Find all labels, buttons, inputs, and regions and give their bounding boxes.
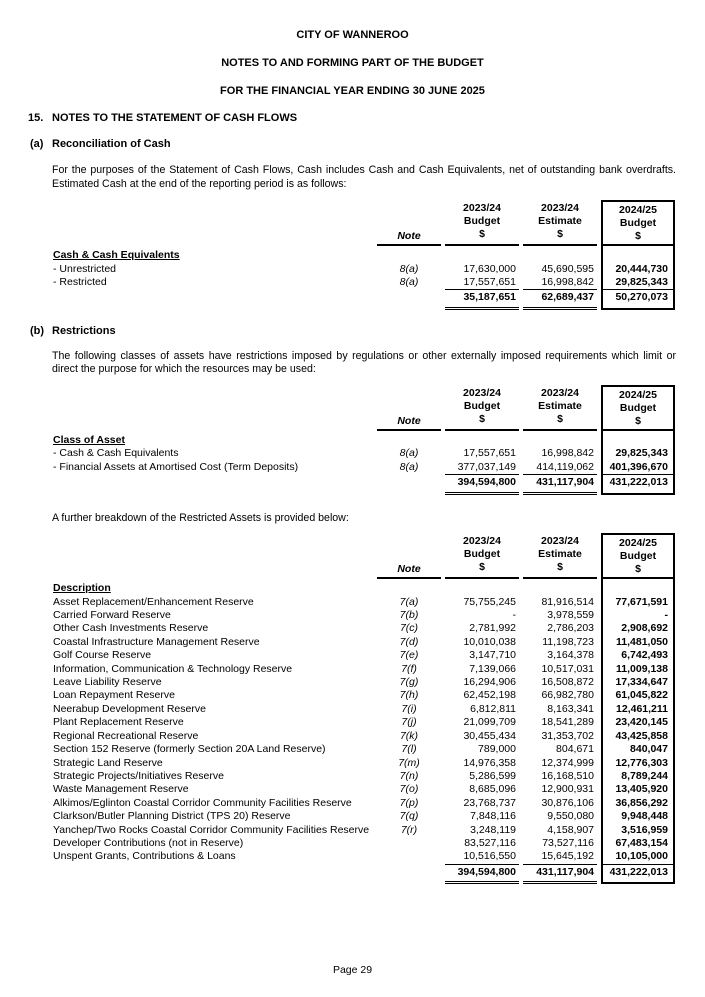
row-note-cell: 7(n) bbox=[399, 769, 419, 782]
budget-prior-cell: 377,037,149 bbox=[457, 460, 516, 473]
budget-current-cell: 401,396,670 bbox=[601, 461, 675, 474]
budget-current-cell: 11,009,138 bbox=[601, 663, 675, 676]
budget-current-cell: 61,045,822 bbox=[601, 689, 675, 702]
budget-current-cell: 2,908,692 bbox=[601, 622, 675, 635]
budget-current-cell: 13,405,920 bbox=[601, 783, 675, 796]
estimate-prior-cell: 12,374,999 bbox=[541, 756, 594, 769]
budget-prior-cell: 17,630,000 bbox=[463, 262, 516, 275]
budget-current-cell: 29,825,343 bbox=[601, 276, 675, 289]
doc-subtitle: NOTES TO AND FORMING PART OF THE BUDGET bbox=[221, 57, 484, 69]
budget-current-cell: 11,481,050 bbox=[601, 636, 675, 649]
row-note-cell: 8(a) bbox=[399, 460, 419, 473]
estimate-prior-header-line: Estimate bbox=[538, 548, 582, 561]
budget-current-cell: 77,671,591 bbox=[601, 596, 675, 609]
budget-current-total: 431,222,013 bbox=[601, 474, 675, 494]
budget-current-cell: 23,420,145 bbox=[601, 716, 675, 729]
estimate-prior-header-line: 2023/24 bbox=[541, 387, 579, 399]
row-note-cell bbox=[377, 850, 441, 863]
budget-prior-cell: 21,099,709 bbox=[463, 716, 516, 729]
empty-cell bbox=[377, 864, 441, 884]
estimate-prior-cell: 11,198,723 bbox=[542, 635, 594, 648]
estimate-prior-header-line: $ bbox=[557, 228, 563, 241]
budget-prior-cell: 10,010,038 bbox=[463, 635, 516, 648]
budget-current-header bbox=[601, 200, 675, 246]
estimate-prior-cell: 16,998,842 bbox=[541, 447, 594, 460]
budget-current-cell: 17,334,647 bbox=[601, 676, 675, 689]
row-label-cell: Waste Management Reserve bbox=[53, 783, 189, 796]
budget-current-cell: 8,789,244 bbox=[601, 770, 675, 783]
budget-prior-cell: 6,812,811 bbox=[470, 702, 516, 715]
budget-current-cell: 840,047 bbox=[601, 743, 675, 756]
budget-current-header-line: $ bbox=[635, 415, 641, 427]
budget-prior-cell: 8,685,096 bbox=[469, 783, 516, 796]
budget-prior-header-line: 2023/24 bbox=[463, 202, 501, 215]
row-label-cell: Section 152 Reserve (formerly Section 20A Land Reserve) bbox=[53, 743, 326, 756]
budget-current-cell: 12,461,211 bbox=[601, 703, 675, 716]
estimate-prior-cell: 16,168,510 bbox=[541, 769, 594, 782]
budget-current-header-line: Budget bbox=[619, 550, 657, 563]
estimate-prior-cell: 30,876,106 bbox=[541, 796, 594, 809]
table-restricted-assets-breakdown bbox=[53, 533, 705, 884]
row-label-cell: - Cash & Cash Equivalents bbox=[53, 447, 179, 460]
paragraph-restrictions: The following classes of assets have restrictions imposed by regulations or other externally imposed requirements which limit or direct the purpose for which the resources may be used: bbox=[52, 349, 676, 376]
budget-current-cell: 29,825,343 bbox=[601, 447, 675, 460]
budget-prior-header-line: 2023/24 bbox=[463, 387, 501, 399]
empty-cell bbox=[445, 579, 519, 595]
estimate-prior-total: 431,117,904 bbox=[523, 864, 597, 884]
estimate-prior-cell: 8,163,341 bbox=[547, 702, 594, 715]
budget-prior-header bbox=[445, 385, 519, 431]
budget-current-cell: 12,776,303 bbox=[601, 757, 675, 770]
budget-current-total: 50,270,073 bbox=[601, 289, 675, 309]
estimate-prior-cell: 73,527,116 bbox=[542, 836, 594, 849]
budget-prior-cell: 23,768,737 bbox=[463, 796, 516, 809]
empty-cell bbox=[377, 289, 441, 309]
row-label-cell: Regional Recreational Reserve bbox=[53, 729, 199, 742]
budget-prior-cell: 17,557,651 bbox=[463, 276, 516, 288]
estimate-prior-cell: 18,541,289 bbox=[541, 716, 594, 729]
budget-current-cell: 10,105,000 bbox=[601, 850, 675, 863]
table-class-of-asset bbox=[53, 385, 705, 495]
budget-prior-header-line: $ bbox=[479, 561, 485, 574]
budget-current-cell: 36,856,292 bbox=[601, 797, 675, 810]
estimate-prior-cell: 81,916,514 bbox=[541, 595, 594, 608]
estimate-prior-header bbox=[523, 385, 597, 431]
empty-cell bbox=[377, 431, 441, 447]
paragraph-breakdown: A further breakdown of the Restricted Assets is provided below: bbox=[52, 511, 349, 524]
row-note-cell: 7(j) bbox=[401, 716, 417, 729]
empty-cell bbox=[523, 431, 597, 447]
table-cash-equivalents bbox=[53, 200, 705, 310]
row-label-cell: Strategic Land Reserve bbox=[53, 756, 163, 769]
subsection-a-label: (a) bbox=[30, 138, 44, 150]
budget-current-cell: 6,742,493 bbox=[601, 649, 675, 662]
section-title: NOTES TO THE STATEMENT OF CASH FLOWS bbox=[52, 112, 298, 124]
row-note-cell: 8(a) bbox=[399, 276, 419, 288]
budget-current-header-line: 2024/25 bbox=[619, 204, 657, 217]
estimate-prior-cell: 9,550,080 bbox=[547, 810, 594, 823]
row-label-cell: Unspent Grants, Contributions & Loans bbox=[53, 850, 236, 863]
estimate-prior-cell: 3,164,378 bbox=[547, 649, 594, 662]
empty-cell bbox=[523, 579, 597, 595]
estimate-prior-header-line: Estimate bbox=[538, 400, 582, 412]
estimate-prior-cell: 15,645,192 bbox=[541, 850, 594, 863]
budget-prior-header-line: Budget bbox=[463, 400, 501, 412]
estimate-prior-header-line: $ bbox=[557, 413, 563, 425]
estimate-prior-cell: 66,982,780 bbox=[541, 689, 594, 702]
estimate-prior-cell: 16,998,842 bbox=[541, 276, 594, 288]
budget-prior-cell: 30,455,434 bbox=[463, 729, 516, 742]
row-note-cell: 7(p) bbox=[399, 796, 419, 809]
boxed-empty-cell bbox=[601, 579, 675, 595]
budget-prior-total: 35,187,651 bbox=[445, 289, 519, 309]
row-note-cell: 7(h) bbox=[399, 689, 419, 702]
subsection-a-title: Reconciliation of Cash bbox=[52, 138, 171, 150]
estimate-prior-cell: 3,978,559 bbox=[547, 609, 594, 622]
budget-current-cell: - bbox=[601, 609, 675, 622]
row-label-cell: Asset Replacement/Enhancement Reserve bbox=[53, 595, 254, 608]
budget-prior-cell: 2,781,992 bbox=[469, 622, 516, 635]
budget-prior-cell: 17,557,651 bbox=[463, 447, 516, 460]
subsection-a-heading bbox=[0, 138, 705, 150]
note-column-header: Note bbox=[377, 200, 441, 246]
budget-prior-cell: 3,147,710 bbox=[469, 649, 516, 662]
empty-cell bbox=[377, 246, 441, 262]
budget-prior-cell: 7,139,066 bbox=[469, 662, 516, 675]
estimate-prior-total: 62,689,437 bbox=[523, 289, 597, 309]
document-header bbox=[0, 0, 705, 97]
estimate-prior-cell: 10,517,031 bbox=[541, 662, 594, 675]
row-note-cell: 8(a) bbox=[399, 262, 419, 275]
budget-prior-header-line: $ bbox=[479, 413, 485, 425]
row-label-cell: Coastal Infrastructure Management Reserve bbox=[53, 635, 260, 648]
section-number: 15. bbox=[28, 112, 44, 124]
budget-prior-header-line: Budget bbox=[463, 548, 501, 561]
row-label-cell: Other Cash Investments Reserve bbox=[53, 622, 209, 635]
header-label-cell bbox=[53, 385, 373, 431]
budget-prior-header-line: Budget bbox=[463, 215, 501, 228]
estimate-prior-total: 431,117,904 bbox=[523, 474, 597, 494]
budget-current-header-line: Budget bbox=[619, 402, 657, 414]
note-column-header: Note bbox=[377, 385, 441, 431]
budget-prior-cell: 7,848,116 bbox=[470, 810, 516, 823]
group-label: Class of Asset bbox=[53, 434, 125, 446]
budget-current-header-line: Budget bbox=[619, 217, 657, 230]
estimate-prior-header-line: $ bbox=[557, 561, 563, 574]
empty-cell bbox=[377, 474, 441, 494]
estimate-prior-cell: 45,690,595 bbox=[541, 262, 594, 275]
budget-current-cell: 20,444,730 bbox=[601, 263, 675, 276]
row-label-cell: Strategic Projects/Initiatives Reserve bbox=[53, 769, 224, 782]
footer-page-number: Page 29 bbox=[332, 964, 373, 976]
paragraph-reconciliation: For the purposes of the Statement of Cash Flows, Cash includes Cash and Cash Equivalents, net of outstanding bank overdrafts. Estimated Cash at the end of the reporting period is as follows: bbox=[52, 164, 676, 190]
estimate-prior-cell: 12,900,931 bbox=[541, 783, 594, 796]
row-note-cell: 7(f) bbox=[401, 662, 417, 675]
row-label-cell: Alkimos/Eglinton Coastal Corridor Community Facilities Reserve bbox=[53, 796, 352, 809]
row-note-cell bbox=[377, 837, 441, 850]
empty-cell bbox=[53, 289, 373, 309]
row-label-cell: - Financial Assets at Amortised Cost (Term Deposits) bbox=[53, 460, 299, 473]
budget-prior-total: 394,594,800 bbox=[445, 864, 519, 884]
header-label-cell bbox=[53, 533, 373, 579]
row-note-cell: 7(l) bbox=[401, 743, 417, 756]
subsection-b-heading bbox=[0, 325, 705, 337]
budget-prior-cell: 83,527,116 bbox=[464, 836, 516, 849]
row-label-cell: - Restricted bbox=[53, 276, 107, 288]
row-label-cell: Loan Repayment Reserve bbox=[53, 689, 175, 702]
estimate-prior-header-line: 2023/24 bbox=[541, 202, 579, 215]
budget-prior-header-line: 2023/24 bbox=[463, 535, 501, 548]
row-note-cell: 7(i) bbox=[401, 702, 417, 715]
row-note-cell: 7(r) bbox=[400, 823, 418, 836]
estimate-prior-header-line: 2023/24 bbox=[541, 535, 579, 548]
empty-cell bbox=[523, 246, 597, 262]
budget-prior-cell: 62,452,198 bbox=[463, 689, 516, 702]
row-note-cell: 8(a) bbox=[399, 447, 419, 460]
row-label-cell: Yanchep/Two Rocks Coastal Corridor Community Facilities Reserve bbox=[53, 823, 370, 836]
budget-current-header-line: 2024/25 bbox=[619, 537, 657, 550]
row-label-cell: Plant Replacement Reserve bbox=[53, 716, 184, 729]
row-note-cell: 7(b) bbox=[399, 609, 419, 622]
estimate-prior-cell: 2,786,203 bbox=[547, 622, 594, 635]
estimate-prior-cell: 16,508,872 bbox=[541, 676, 594, 689]
row-note-cell: 7(e) bbox=[399, 649, 419, 662]
group-label: Cash & Cash Equivalents bbox=[53, 249, 180, 262]
estimate-prior-cell: 4,158,907 bbox=[547, 823, 594, 836]
budget-prior-cell: 5,286,599 bbox=[469, 769, 516, 782]
row-note-cell: 7(k) bbox=[399, 729, 419, 742]
header-label-cell bbox=[53, 200, 373, 246]
row-note-cell: 7(o) bbox=[399, 783, 419, 796]
budget-prior-cell: 10,516,550 bbox=[463, 850, 516, 863]
row-label-cell: Leave Liability Reserve bbox=[53, 676, 162, 689]
estimate-prior-cell: 31,353,702 bbox=[541, 729, 594, 742]
budget-current-total: 431,222,013 bbox=[601, 864, 675, 884]
budget-prior-total: 394,594,800 bbox=[445, 474, 519, 494]
subsection-b-label: (b) bbox=[30, 324, 45, 337]
section-heading bbox=[0, 112, 705, 124]
row-note-cell: 7(g) bbox=[399, 676, 419, 689]
row-label-cell: Developer Contributions (not in Reserve) bbox=[53, 836, 244, 849]
estimate-prior-cell: 804,671 bbox=[556, 743, 594, 756]
row-label-cell: Golf Course Reserve bbox=[53, 649, 152, 662]
note-column-header: Note bbox=[377, 533, 441, 579]
row-label-cell: Neerabup Development Reserve bbox=[53, 702, 206, 715]
budget-prior-cell: 3,248,119 bbox=[470, 823, 516, 836]
estimate-prior-header bbox=[523, 200, 597, 246]
subsection-b-title: Restrictions bbox=[52, 324, 116, 337]
row-label-cell: - Unrestricted bbox=[53, 262, 117, 275]
estimate-prior-header-line: Estimate bbox=[538, 215, 582, 228]
row-note-cell: 7(d) bbox=[399, 635, 419, 648]
boxed-empty-cell bbox=[601, 431, 675, 447]
budget-prior-cell: - bbox=[512, 609, 516, 622]
budget-current-header-line: $ bbox=[635, 563, 641, 576]
budget-current-header-line: 2024/25 bbox=[619, 389, 657, 401]
row-note-cell: 7(m) bbox=[398, 756, 420, 769]
doc-title: CITY OF WANNEROO bbox=[296, 29, 409, 41]
empty-cell bbox=[53, 474, 373, 494]
row-note-cell: 7(a) bbox=[399, 595, 419, 608]
budget-prior-cell: 789,000 bbox=[478, 743, 516, 756]
budget-prior-header bbox=[445, 200, 519, 246]
budget-prior-cell: 75,755,245 bbox=[463, 595, 516, 608]
budget-prior-cell: 16,294,906 bbox=[463, 676, 516, 689]
budget-current-cell: 9,948,448 bbox=[601, 810, 675, 823]
budget-current-header bbox=[601, 385, 675, 431]
estimate-prior-header bbox=[523, 533, 597, 579]
empty-cell bbox=[445, 246, 519, 262]
budget-current-cell: 67,483,154 bbox=[601, 837, 675, 850]
budget-current-cell: 3,516,959 bbox=[601, 824, 675, 837]
estimate-prior-cell: 414,119,062 bbox=[536, 460, 594, 473]
row-label-cell: Information, Communication & Technology Reserve bbox=[53, 662, 293, 675]
budget-prior-cell: 14,976,358 bbox=[463, 756, 516, 769]
boxed-empty-cell bbox=[601, 246, 675, 262]
row-label-cell: Clarkson/Butler Planning District (TPS 20) Reserve bbox=[53, 810, 291, 823]
row-note-cell: 7(q) bbox=[399, 810, 419, 823]
empty-cell bbox=[377, 579, 441, 595]
budget-prior-header-line: $ bbox=[479, 228, 485, 241]
budget-prior-header bbox=[445, 533, 519, 579]
budget-current-header bbox=[601, 533, 675, 579]
group-label: Description bbox=[53, 582, 111, 595]
budget-current-cell: 43,425,858 bbox=[601, 730, 675, 743]
empty-cell bbox=[445, 431, 519, 447]
row-label-cell: Carried Forward Reserve bbox=[53, 609, 171, 622]
doc-period: FOR THE FINANCIAL YEAR ENDING 30 JUNE 2025 bbox=[220, 85, 485, 97]
budget-current-header-line: $ bbox=[635, 230, 641, 243]
empty-cell bbox=[53, 864, 373, 884]
row-note-cell: 7(c) bbox=[399, 622, 419, 635]
